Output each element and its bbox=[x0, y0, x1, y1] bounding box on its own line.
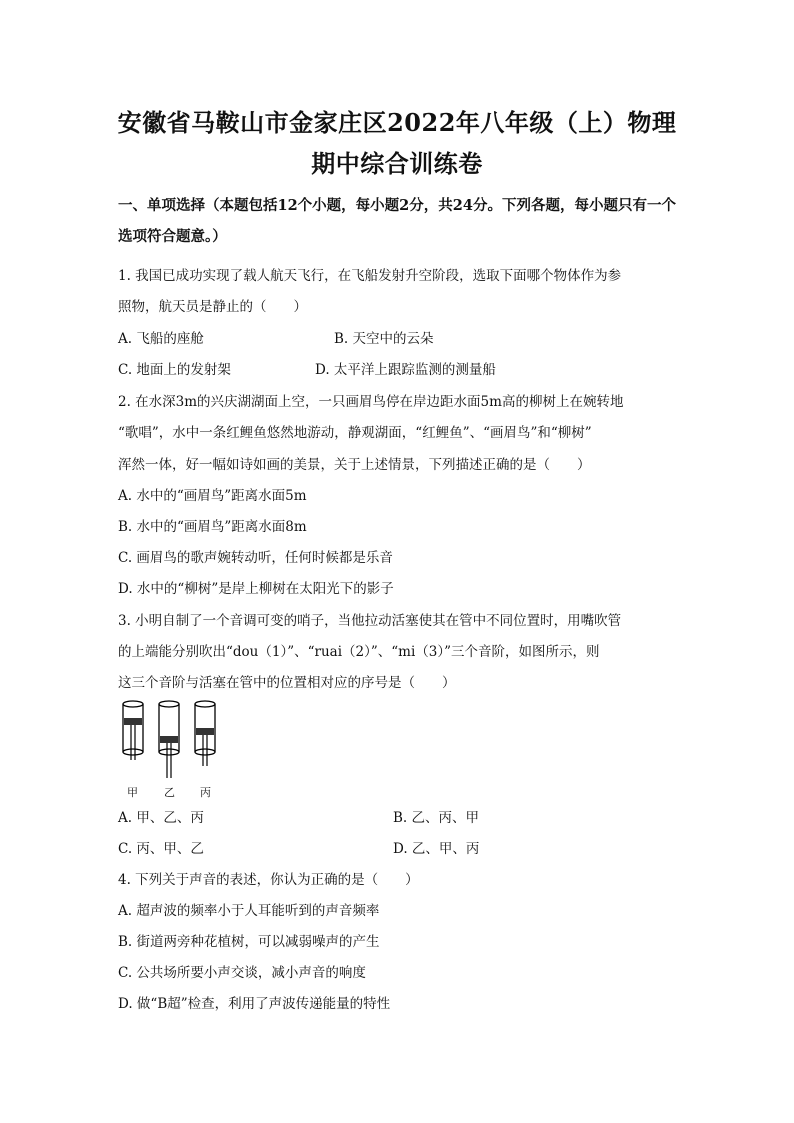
q4-option-c: C. 公共场所要小声交谈，减小声音的响度 bbox=[118, 965, 366, 981]
tube-jia bbox=[123, 701, 143, 760]
q4-stem: 4. 下列关于声音的表述，你认为正确的是（ ） bbox=[118, 872, 419, 888]
q3-option-b: B. 乙、丙、甲 bbox=[393, 810, 480, 826]
q3-option-c: C. 丙、甲、乙 bbox=[118, 841, 204, 857]
q3-stem-line2: 的上端能分别吹出“dou（1）”、“ruai（2）”、“mi（3）”三个音阶，如图所示，则 bbox=[118, 644, 600, 660]
q1-option-c: C. 地面上的发射架 bbox=[118, 362, 231, 378]
section-heading: 一、单项选择（本题包括12个小题，每小题2分，共24分。下列各题，每小题只有一个选项符合题意。） bbox=[118, 197, 676, 245]
tube-yi bbox=[159, 701, 179, 778]
q2-option-a: A. 水中的“画眉鸟”距离水面5m bbox=[118, 488, 307, 504]
q1-option-b: B. 天空中的云朵 bbox=[334, 331, 434, 347]
q2-option-b: B. 水中的“画眉鸟”距离水面8m bbox=[118, 519, 307, 535]
q2-option-c: C. 画眉鸟的歌声婉转动听，任何时候都是乐音 bbox=[118, 550, 393, 566]
q3-option-a: A. 甲、乙、丙 bbox=[118, 810, 204, 826]
q2-option-d: D. 水中的“柳树”是岸上柳树在太阳光下的影子 bbox=[118, 581, 394, 597]
tube-bing bbox=[195, 701, 215, 766]
q1-option-a: A. 飞船的座舱 bbox=[118, 331, 204, 347]
q1-stem-line1: 1. 我国已成功实现了载人航天飞行，在飞船发射升空阶段，选取下面哪个物体作为参 bbox=[118, 268, 622, 284]
exam-title-line2: 期中综合训练卷 bbox=[311, 149, 483, 178]
whistle-tubes-figure bbox=[117, 694, 227, 798]
q3-stem-line3: 这三个音阶与活塞在管中的位置相对应的序号是（ ） bbox=[118, 675, 456, 691]
fig-label-yi: 乙 bbox=[164, 786, 175, 799]
q2-stem-line1: 2. 在水深3m的兴庆湖湖面上空，一只画眉鸟停在岸边距水面5m高的柳树上在婉转地 bbox=[118, 394, 624, 410]
q2-stem-line3: 浑然一体，好一幅如诗如画的美景，关于上述情景，下列描述正确的是（ ） bbox=[118, 457, 591, 473]
fig-label-bing: 丙 bbox=[200, 786, 211, 799]
q2-stem-line2: “歌唱”，水中一条红鲤鱼悠然地游动，静观湖面，“红鲤鱼”、“画眉鸟”和“柳树” bbox=[118, 425, 592, 441]
q4-option-b: B. 街道两旁种花植树，可以减弱噪声的产生 bbox=[118, 934, 380, 950]
q1-option-d: D. 太平洋上跟踪监测的测量船 bbox=[315, 362, 496, 378]
q3-stem-line1: 3. 小明自制了一个音调可变的哨子，当他拉动活塞使其在管中不同位置时，用嘴吹管 bbox=[118, 613, 622, 629]
q3-option-d: D. 乙、甲、丙 bbox=[393, 841, 480, 857]
q4-option-d: D. 做“B超”检查，利用了声波传递能量的特性 bbox=[118, 996, 391, 1012]
exam-title-line1: 安徽省马鞍山市金家庄区2022年八年级（上）物理 bbox=[117, 108, 677, 137]
fig-label-jia: 甲 bbox=[127, 786, 138, 799]
q4-option-a: A. 超声波的频率小于人耳能听到的声音频率 bbox=[118, 903, 380, 919]
q1-stem-line2: 照物，航天员是静止的（ ） bbox=[118, 299, 307, 315]
